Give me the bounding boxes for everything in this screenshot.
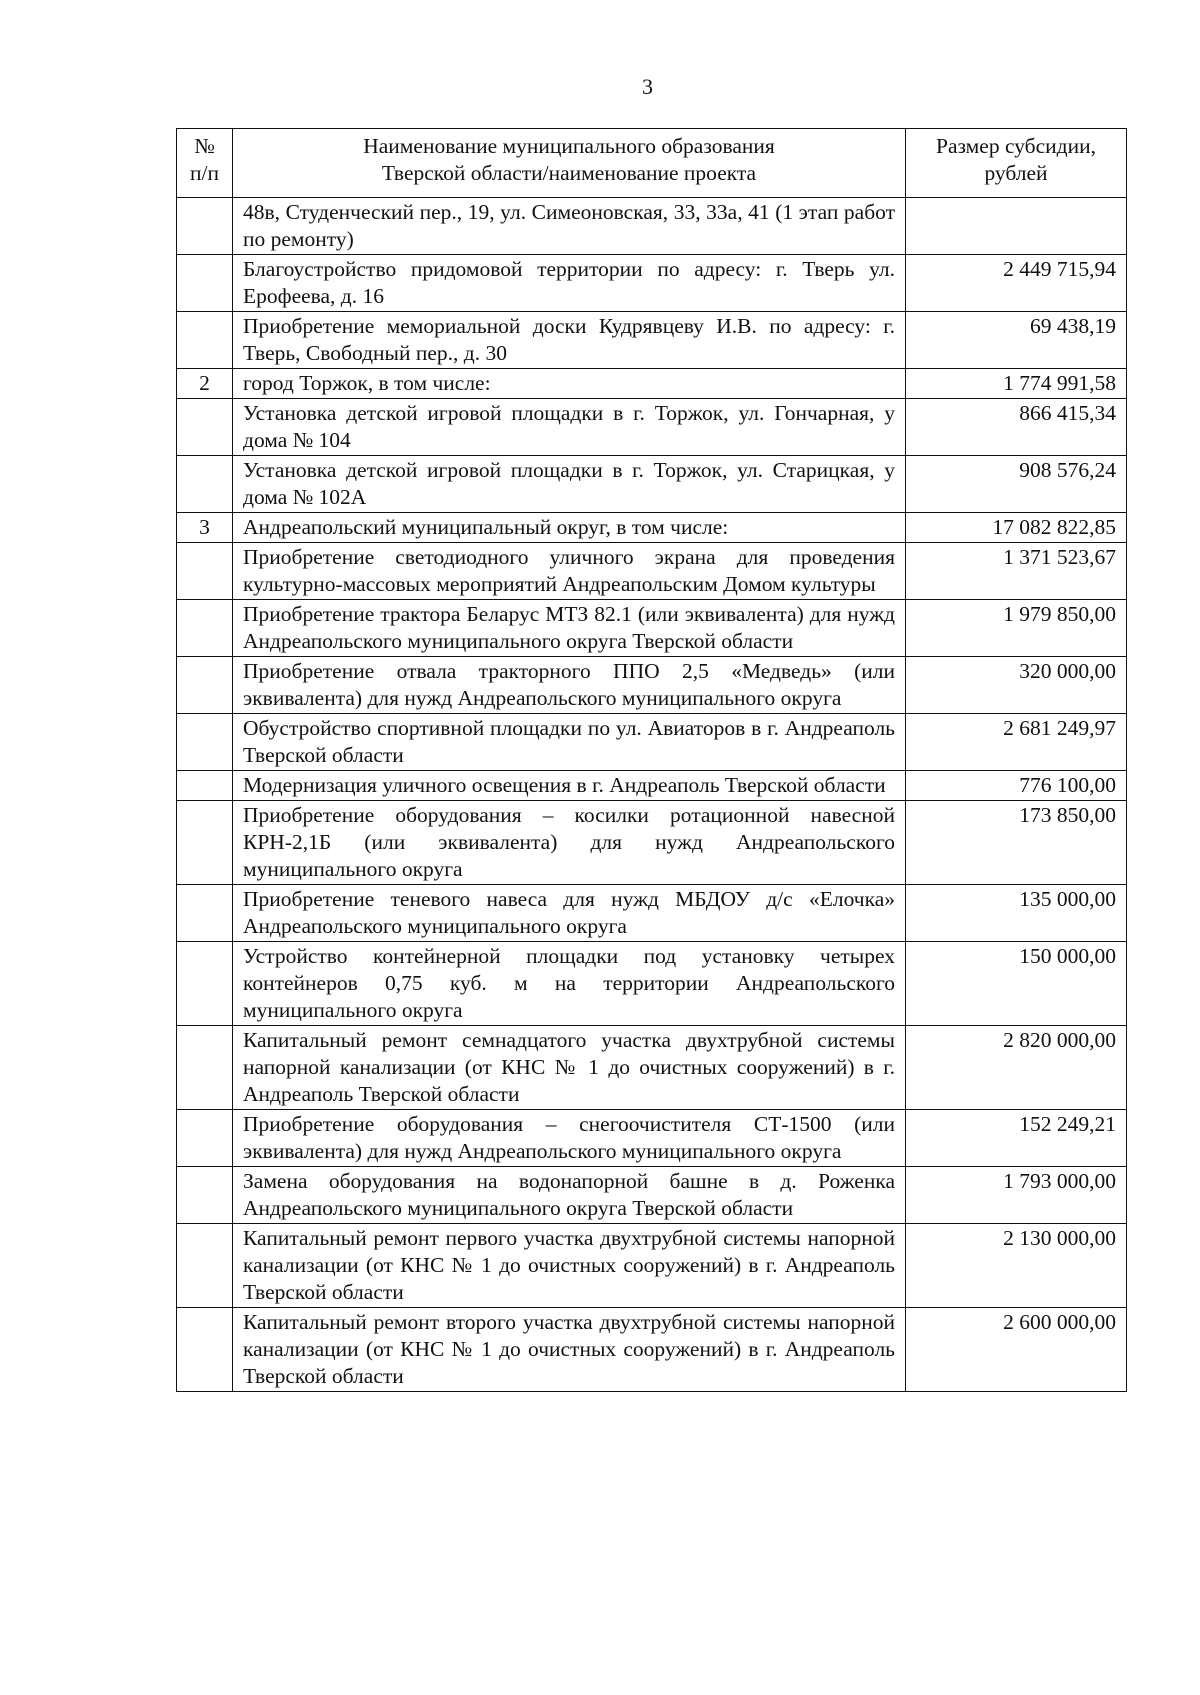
table-row-municipality — [177, 369, 1127, 399]
header-name-line-1: Наименование муниципального образования — [363, 134, 775, 158]
row-number — [177, 942, 233, 1026]
project-name: 48в, Студенческий пер., 19, ул. Симеоновская, 33, 33а, 41 (1 этап работ по ремонту) — [233, 198, 906, 255]
table-row — [177, 312, 1127, 369]
project-name: Приобретение оборудования – косилки ротационной навесной КРН-2,1Б (или эквивалента) для нужд Андреапольского муниципального округа — [233, 801, 906, 885]
subsidy-amount: 150 000,00 — [906, 942, 1127, 1026]
row-number — [177, 1308, 233, 1392]
subsidy-amount: 1 793 000,00 — [906, 1167, 1127, 1224]
project-name: Благоустройство придомовой территории по адресу: г. Тверь ул. Ерофеева, д. 16 — [233, 255, 906, 312]
project-name: Приобретение светодиодного уличного экрана для проведения культурно-массовых мероприятий Андреапольским Домом культуры — [233, 543, 906, 600]
project-name: Обустройство спортивной площадки по ул. Авиаторов в г. Андреаполь Тверской области — [233, 714, 906, 771]
header-name — [233, 129, 906, 198]
row-number — [177, 198, 233, 255]
project-name: Приобретение теневого навеса для нужд МБДОУ д/с «Елочка» Андреапольского муниципального округа — [233, 885, 906, 942]
municipality-total: 17 082 822,85 — [906, 513, 1127, 543]
row-number — [177, 543, 233, 600]
subsidy-amount: 2 681 249,97 — [906, 714, 1127, 771]
subsidy-amount: 320 000,00 — [906, 657, 1127, 714]
row-number — [177, 312, 233, 369]
row-number — [177, 399, 233, 456]
subsidy-amount: 2 130 000,00 — [906, 1224, 1127, 1308]
table-header-row — [177, 129, 1127, 198]
subsidy-amount: 866 415,34 — [906, 399, 1127, 456]
subsidy-amount: 2 449 715,94 — [906, 255, 1127, 312]
row-number — [177, 1224, 233, 1308]
subsidy-amount: 1 371 523,67 — [906, 543, 1127, 600]
table-row — [177, 1224, 1127, 1308]
row-number — [177, 657, 233, 714]
row-number — [177, 801, 233, 885]
project-name: Приобретение отвала тракторного ППО 2,5 «Медведь» (или эквивалента) для нужд Андреапольского муниципального округа — [233, 657, 906, 714]
table-row — [177, 456, 1127, 513]
subsidy-amount: 776 100,00 — [906, 771, 1127, 801]
subsidy-amount: 2 600 000,00 — [906, 1308, 1127, 1392]
header-num-line-2: п/п — [190, 161, 219, 185]
table-row — [177, 657, 1127, 714]
table-row — [177, 198, 1127, 255]
subsidy-amount — [906, 198, 1127, 255]
subsidy-amount: 2 820 000,00 — [906, 1026, 1127, 1110]
subsidy-amount: 152 249,21 — [906, 1110, 1127, 1167]
subsidy-amount: 69 438,19 — [906, 312, 1127, 369]
table-row — [177, 885, 1127, 942]
table-row — [177, 255, 1127, 312]
municipality-name: Андреапольский муниципальный округ, в том числе: — [233, 513, 906, 543]
row-number — [177, 456, 233, 513]
row-number — [177, 1110, 233, 1167]
project-name: Модернизация уличного освещения в г. Андреаполь Тверской области — [233, 771, 906, 801]
project-name: Установка детской игровой площадки в г. Торжок, ул. Старицкая, у дома № 102А — [233, 456, 906, 513]
header-num-line-1: № — [194, 134, 215, 158]
project-name: Установка детской игровой площадки в г. Торжок, ул. Гончарная, у дома № 104 — [233, 399, 906, 456]
table-row — [177, 771, 1127, 801]
table-row — [177, 1110, 1127, 1167]
municipality-total: 1 774 991,58 — [906, 369, 1127, 399]
row-number — [177, 600, 233, 657]
table-row — [177, 1308, 1127, 1392]
project-name: Капитальный ремонт семнадцатого участка двухтрубной системы напорной канализации (от КНС № 1 до очистных сооружений) в г. Андреаполь Тверской области — [233, 1026, 906, 1110]
project-name: Капитальный ремонт первого участка двухтрубной системы напорной канализации (от КНС № 1 до очистных сооружений) в г. Андреаполь Тверской области — [233, 1224, 906, 1308]
header-amount — [906, 129, 1127, 198]
table-row — [177, 399, 1127, 456]
subsidy-amount: 1 979 850,00 — [906, 600, 1127, 657]
table-row — [177, 1167, 1127, 1224]
row-number — [177, 1167, 233, 1224]
row-number: 2 — [177, 369, 233, 399]
subsidy-amount: 135 000,00 — [906, 885, 1127, 942]
header-amount-line-1: Размер субсидии, — [935, 134, 1096, 158]
table-row — [177, 714, 1127, 771]
page-number: 3 — [642, 74, 653, 99]
project-name: Капитальный ремонт второго участка двухтрубной системы напорной канализации (от КНС № 1 до очистных сооружений) в г. Андреаполь Тверской области — [233, 1308, 906, 1392]
municipality-name: город Торжок, в том числе: — [233, 369, 906, 399]
table-row-municipality — [177, 513, 1127, 543]
table-row — [177, 801, 1127, 885]
header-name-line-2: Тверской области/наименование проекта — [381, 161, 757, 185]
project-name: Устройство контейнерной площадки под установку четырех контейнеров 0,75 куб. м на территории Андреапольского муниципального округа — [233, 942, 906, 1026]
table-row — [177, 543, 1127, 600]
header-num — [177, 129, 233, 198]
row-number — [177, 771, 233, 801]
subsidy-table — [176, 128, 1127, 1392]
table-row — [177, 600, 1127, 657]
row-number — [177, 1026, 233, 1110]
subsidy-amount: 908 576,24 — [906, 456, 1127, 513]
project-name: Замена оборудования на водонапорной башне в д. Роженка Андреапольского муниципального округа Тверской области — [233, 1167, 906, 1224]
subsidy-amount: 173 850,00 — [906, 801, 1127, 885]
project-name: Приобретение оборудования – снегоочистителя СТ-1500 (или эквивалента) для нужд Андреапольского муниципального округа — [233, 1110, 906, 1167]
table-row — [177, 1026, 1127, 1110]
table-row — [177, 942, 1127, 1026]
row-number — [177, 714, 233, 771]
row-number — [177, 255, 233, 312]
project-name: Приобретение трактора Беларус МТЗ 82.1 (или эквивалента) для нужд Андреапольского муниципального округа Тверской области — [233, 600, 906, 657]
row-number — [177, 885, 233, 942]
row-number: 3 — [177, 513, 233, 543]
header-amount-line-2: рублей — [984, 161, 1048, 185]
project-name: Приобретение мемориальной доски Кудрявцеву И.В. по адресу: г. Тверь, Свободный пер., д. 30 — [233, 312, 906, 369]
